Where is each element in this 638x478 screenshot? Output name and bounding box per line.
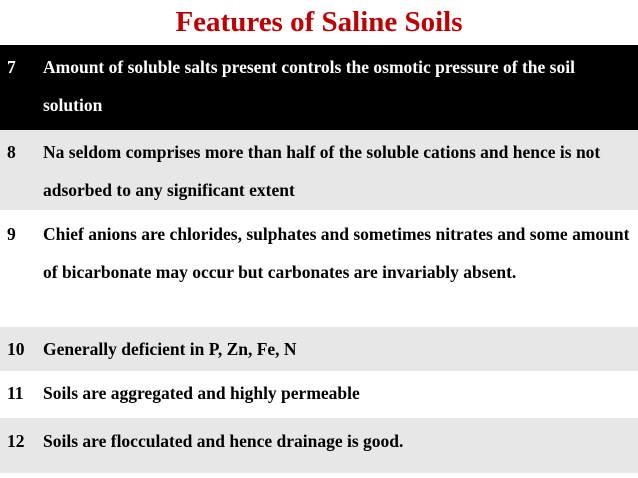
table-row xyxy=(0,371,638,418)
row-number: 12 xyxy=(7,431,25,451)
row-text: Chief anions are chlorides, sulphates and sometimes nitrates and some amount of bicarbonate may occur but carbonates are invariably absent. xyxy=(43,224,630,282)
row-number: 8 xyxy=(7,142,16,162)
table-row xyxy=(0,327,638,371)
features-table xyxy=(0,45,638,473)
table-row xyxy=(0,418,638,473)
row-text: Na seldom comprises more than half of the soluble cations and hence is not adsorbed to any significant extent xyxy=(43,142,601,200)
slide-title: Features of Saline Soils xyxy=(175,6,463,38)
row-number: 11 xyxy=(7,383,24,403)
row-number: 7 xyxy=(7,57,16,77)
row-number: 10 xyxy=(7,339,25,359)
row-text: Amount of soluble salts present controls the osmotic pressure of the soil solution xyxy=(43,57,575,115)
row-text: Generally deficient in P, Zn, Fe, N xyxy=(43,339,297,359)
row-number: 9 xyxy=(7,224,16,244)
table-row xyxy=(0,210,638,327)
row-text: Soils are flocculated and hence drainage is good. xyxy=(43,431,404,451)
table-row xyxy=(0,130,638,210)
table-row xyxy=(0,45,638,130)
row-text: Soils are aggregated and highly permeable xyxy=(43,383,360,403)
